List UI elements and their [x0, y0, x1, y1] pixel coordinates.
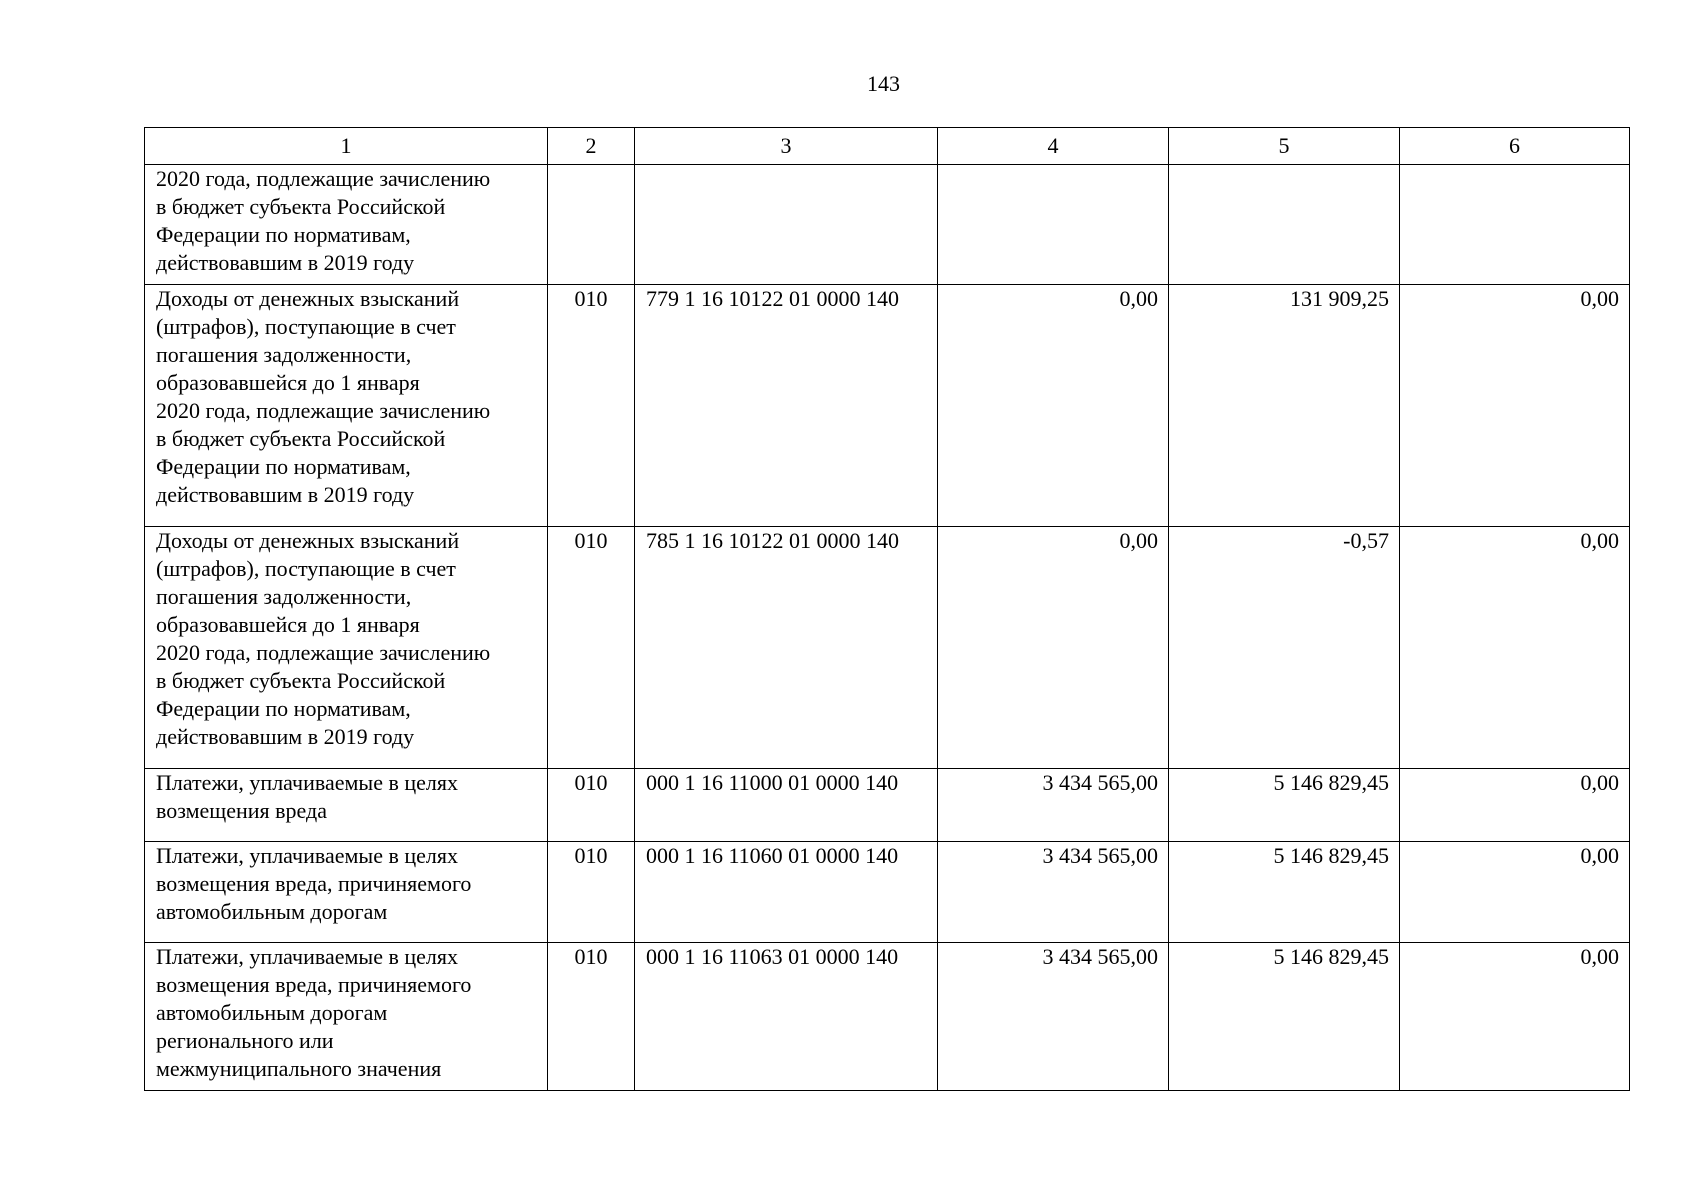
row-col4-cell: 0,00: [938, 527, 1169, 769]
row-name-cell: Доходы от денежных взысканий (штрафов), поступающие в счет погашения задолженности, образовавшейся до 1 января 2020 года, подлежащие зачислению в бюджет субъекта Российской Федерации по нормативам, действовавшим в 2019 году: [145, 527, 548, 769]
row-name-cell: Платежи, уплачиваемые в целях возмещения вреда, причиняемого автомобильным дорогам: [145, 842, 548, 943]
row-col5-cell: [1169, 165, 1400, 285]
row-budget-code-cell: 000 1 16 11063 01 0000 140: [635, 943, 938, 1091]
row-col6-cell: 0,00: [1400, 527, 1630, 769]
row-col6-cell: 0,00: [1400, 769, 1630, 842]
row-budget-code-cell: [635, 165, 938, 285]
row-col5-cell: -0,57: [1169, 527, 1400, 769]
row-col4-cell: 3 434 565,00: [938, 769, 1169, 842]
row-col5-cell: 5 146 829,45: [1169, 842, 1400, 943]
row-col6-cell: 0,00: [1400, 285, 1630, 527]
row-col5-cell: 131 909,25: [1169, 285, 1400, 527]
row-line-code-cell: [548, 165, 635, 285]
row-budget-code-cell: 779 1 16 10122 01 0000 140: [635, 285, 938, 527]
row-name-cell: Доходы от денежных взысканий (штрафов), поступающие в счет погашения задолженности, образовавшейся до 1 января 2020 года, подлежащие зачислению в бюджет субъекта Российской Федерации по нормативам, действовавшим в 2019 году: [145, 285, 548, 527]
column-header-6: 6: [1400, 128, 1630, 165]
row-col6-cell: [1400, 165, 1630, 285]
row-col4-cell: 3 434 565,00: [938, 943, 1169, 1091]
table-row: [145, 285, 1630, 527]
row-col6-cell: 0,00: [1400, 842, 1630, 943]
row-name-cell: Платежи, уплачиваемые в целях возмещения вреда: [145, 769, 548, 842]
row-line-code-cell: 010: [548, 943, 635, 1091]
row-col4-cell: 0,00: [938, 285, 1169, 527]
column-header-2: 2: [548, 128, 635, 165]
row-line-code-cell: 010: [548, 842, 635, 943]
row-name-cell: 2020 года, подлежащие зачислению в бюджет субъекта Российской Федерации по нормативам, действовавшим в 2019 году: [145, 165, 548, 285]
row-budget-code-cell: 000 1 16 11060 01 0000 140: [635, 842, 938, 943]
row-line-code-cell: 010: [548, 527, 635, 769]
row-col4-cell: [938, 165, 1169, 285]
row-name-cell: Платежи, уплачиваемые в целях возмещения вреда, причиняемого автомобильным дорогам регионального или межмуниципального значения: [145, 943, 548, 1091]
row-budget-code-cell: 785 1 16 10122 01 0000 140: [635, 527, 938, 769]
table-header-row: [145, 128, 1630, 165]
table-row: [145, 769, 1630, 842]
row-col5-cell: 5 146 829,45: [1169, 943, 1400, 1091]
page-number: 143: [867, 71, 900, 96]
column-header-4: 4: [938, 128, 1169, 165]
table-row: [145, 165, 1630, 285]
revenue-table: [144, 127, 1630, 1091]
row-col6-cell: 0,00: [1400, 943, 1630, 1091]
table-row: [145, 943, 1630, 1091]
row-budget-code-cell: 000 1 16 11000 01 0000 140: [635, 769, 938, 842]
column-header-3: 3: [635, 128, 938, 165]
column-header-5: 5: [1169, 128, 1400, 165]
row-col5-cell: 5 146 829,45: [1169, 769, 1400, 842]
row-line-code-cell: 010: [548, 285, 635, 527]
row-line-code-cell: 010: [548, 769, 635, 842]
row-col4-cell: 3 434 565,00: [938, 842, 1169, 943]
table-row: [145, 527, 1630, 769]
table-row: [145, 842, 1630, 943]
column-header-1: 1: [145, 128, 548, 165]
